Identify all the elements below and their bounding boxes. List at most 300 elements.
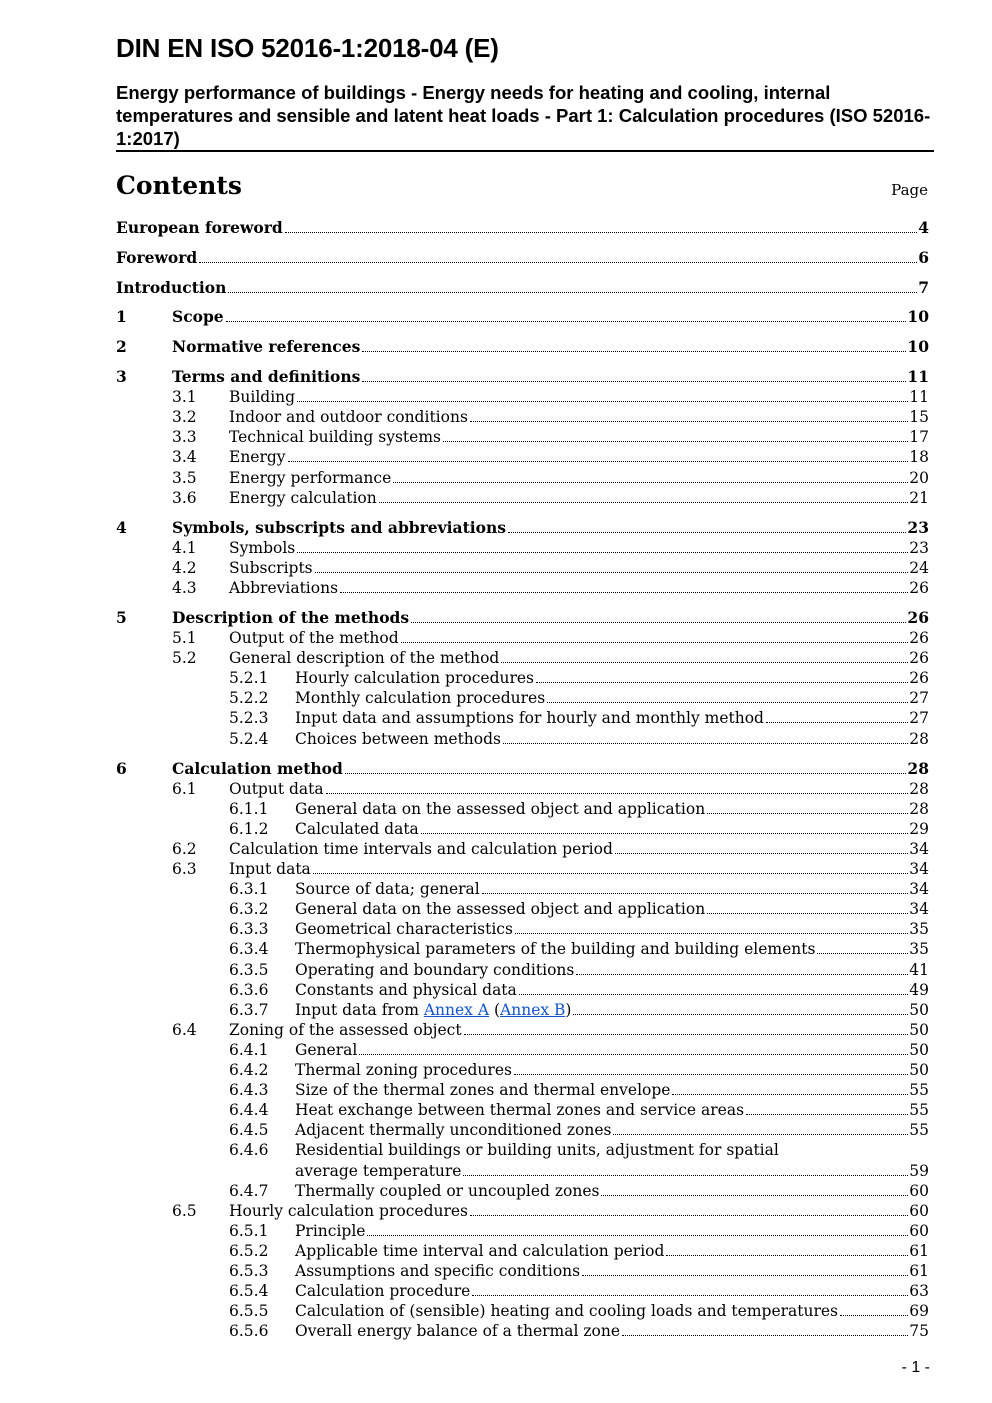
toc-entry-line xyxy=(229,628,929,648)
dot-leader xyxy=(393,482,908,483)
toc-entry-title: Input data and assumptions for hourly and monthly method xyxy=(295,709,764,727)
toc-entry-line xyxy=(295,1100,929,1120)
toc-entry-title: General data on the assessed object and application xyxy=(295,900,706,918)
toc-entry-number: 6 xyxy=(116,759,127,778)
toc-entry-title: Symbols xyxy=(229,539,296,557)
toc-entry[interactable] xyxy=(116,1100,929,1120)
standard-id: DIN EN ISO 52016-1:2018-04 (E) xyxy=(116,33,499,63)
toc-entry-title: Residential buildings or building units, adjustment for spatial xyxy=(295,1141,779,1159)
toc-entry-line xyxy=(295,1241,929,1261)
toc-entry-line xyxy=(295,799,929,819)
toc-entry-number: 6.3.3 xyxy=(229,920,269,938)
toc-title-text: ( xyxy=(489,1001,501,1019)
dot-leader xyxy=(228,292,917,293)
toc-entry[interactable] xyxy=(116,759,929,779)
dot-leader xyxy=(472,1295,908,1296)
toc-entry-number: 6.1.1 xyxy=(229,800,269,818)
dot-leader xyxy=(411,622,906,623)
toc-entry-line xyxy=(229,1020,929,1040)
dot-leader xyxy=(622,1335,908,1336)
toc-entry-number: 6.3.4 xyxy=(229,940,269,958)
toc-entry[interactable] xyxy=(116,1221,929,1241)
toc-entry-line xyxy=(295,819,929,839)
toc-entry-number: 3 xyxy=(116,367,127,386)
toc-entry-page: 6 xyxy=(918,248,929,267)
toc-entry-title: Heat exchange between thermal zones and service areas xyxy=(295,1101,745,1119)
toc-entry-line xyxy=(229,558,929,578)
dot-leader xyxy=(573,1014,908,1015)
dot-leader xyxy=(379,502,909,503)
toc-entry-line xyxy=(295,1301,929,1321)
toc-entry-title: Constants and physical data xyxy=(295,981,517,999)
dot-leader xyxy=(576,974,908,975)
toc-title-text: Input data from xyxy=(295,1001,424,1019)
toc-entry-title: Choices between methods xyxy=(295,730,502,748)
toc-entry-title: General data on the assessed object and application xyxy=(295,800,706,818)
toc-entry-line xyxy=(116,278,929,298)
toc-entry-page: 34 xyxy=(909,900,929,918)
dot-leader xyxy=(297,552,908,553)
toc-entry[interactable] xyxy=(116,1080,929,1100)
toc-entry-title: Applicable time interval and calculation period xyxy=(295,1242,665,1260)
toc-entry-page: 60 xyxy=(909,1182,929,1200)
toc-entry-line xyxy=(295,1140,929,1160)
toc-entry-line xyxy=(295,1181,929,1201)
toc-entry-line xyxy=(229,468,929,488)
toc-entry-line xyxy=(229,859,929,879)
toc-entry-title: Thermal zoning procedures xyxy=(295,1061,512,1079)
dot-leader xyxy=(514,1074,908,1075)
toc-entry-number: 6.3.2 xyxy=(229,900,269,918)
toc-entry-page: 75 xyxy=(909,1322,929,1340)
toc-entry-page: 50 xyxy=(909,1061,929,1079)
toc-entry-page: 10 xyxy=(907,337,929,356)
toc-entry-number: 5.2.2 xyxy=(229,689,269,707)
dot-leader xyxy=(340,592,908,593)
dot-leader xyxy=(315,572,909,573)
dot-leader xyxy=(421,833,908,834)
toc-entry[interactable] xyxy=(116,367,929,387)
toc-entry[interactable] xyxy=(116,1261,929,1281)
toc-entry[interactable] xyxy=(116,307,929,327)
toc-entry[interactable] xyxy=(116,1241,929,1261)
toc-entry-number: 6.4.3 xyxy=(229,1081,269,1099)
toc-entry-line xyxy=(295,899,929,919)
toc-entry-page: 4 xyxy=(918,218,929,237)
dot-leader xyxy=(601,1195,908,1196)
toc-entry-page: 63 xyxy=(909,1282,929,1300)
dot-leader xyxy=(766,722,908,723)
toc-entry-number: 6.3.7 xyxy=(229,1001,269,1019)
toc-entry[interactable] xyxy=(116,648,929,668)
toc-entry-line xyxy=(229,648,929,668)
toc-entry-number: 6.3 xyxy=(172,860,197,878)
toc-entry[interactable] xyxy=(116,1000,929,1020)
toc-entry[interactable] xyxy=(116,1060,929,1080)
toc-entry[interactable] xyxy=(116,218,929,238)
toc-entry-line xyxy=(229,839,929,859)
toc-entry-title: Calculated data xyxy=(295,820,419,838)
toc-entry-line xyxy=(229,538,929,558)
toc-entry-page: 61 xyxy=(909,1242,929,1260)
toc-entry-page: 27 xyxy=(909,709,929,727)
contents-heading: Contents xyxy=(116,171,243,200)
toc-entry[interactable] xyxy=(116,839,929,859)
toc-entry-title: Indoor and outdoor conditions xyxy=(229,408,468,426)
toc-entry-line xyxy=(229,427,929,447)
toc-entry-page: 34 xyxy=(909,880,929,898)
toc-entry[interactable] xyxy=(116,518,929,538)
dot-leader xyxy=(666,1255,908,1256)
toc-entry-line xyxy=(295,1321,929,1341)
toc-entry-page: 26 xyxy=(909,579,929,597)
page-column-label: Page xyxy=(891,181,928,199)
toc-entry[interactable] xyxy=(116,447,929,467)
toc-entry-number: 6.4.5 xyxy=(229,1121,269,1139)
toc-entry-line xyxy=(295,729,929,749)
toc-entry-title: Introduction xyxy=(116,278,227,297)
toc-entry[interactable] xyxy=(116,1301,929,1321)
toc-entry-number: 4 xyxy=(116,518,127,537)
toc-entry-page: 29 xyxy=(909,820,929,838)
toc-entry-line xyxy=(116,218,929,238)
dot-leader xyxy=(672,1094,908,1095)
toc-entry-number: 5.1 xyxy=(172,629,197,647)
toc-entry-page: 61 xyxy=(909,1262,929,1280)
toc-entry-line xyxy=(172,518,929,538)
toc-entry[interactable] xyxy=(116,799,929,819)
toc-entry[interactable] xyxy=(116,688,929,708)
toc-entry-page: 17 xyxy=(909,428,929,446)
toc-entry-line xyxy=(295,919,929,939)
toc-entry-page: 59 xyxy=(909,1162,929,1180)
toc-entry-line xyxy=(295,668,929,688)
toc-entry-title: Energy performance xyxy=(229,469,392,487)
toc-entry-line xyxy=(116,248,929,268)
toc-entry-number: 6.3.5 xyxy=(229,961,269,979)
toc-entry-title: Thermophysical parameters of the building and building elements xyxy=(295,940,816,958)
toc-entry-line xyxy=(172,608,929,628)
toc-entry[interactable] xyxy=(116,819,929,839)
toc-entry[interactable] xyxy=(116,859,929,879)
toc-entry[interactable] xyxy=(116,729,929,749)
toc-entry-number: 6.1 xyxy=(172,780,197,798)
toc-entry[interactable] xyxy=(116,899,929,919)
toc-entry-number: 3.5 xyxy=(172,469,197,487)
dot-leader xyxy=(840,1315,908,1316)
toc-entry-page: 50 xyxy=(909,1041,929,1059)
dot-leader xyxy=(464,1034,909,1035)
dot-leader xyxy=(482,893,909,894)
toc-entry[interactable] xyxy=(116,578,929,598)
page-number: - 1 - xyxy=(901,1359,930,1376)
toc-entry-page: 50 xyxy=(909,1021,929,1039)
dot-leader xyxy=(359,1054,908,1055)
toc-entry[interactable] xyxy=(116,1140,929,1160)
toc-entry-line xyxy=(172,367,929,387)
toc-entry[interactable] xyxy=(116,939,929,959)
toc-entry-number: 6.5.6 xyxy=(229,1322,269,1340)
toc-entry-line xyxy=(295,980,929,1000)
toc-entry-page: 7 xyxy=(918,278,929,297)
toc-entry-title: Building xyxy=(229,388,296,406)
dot-leader xyxy=(613,1134,908,1135)
toc-entry-title: Adjacent thermally unconditioned zones xyxy=(295,1121,612,1139)
dot-leader xyxy=(401,642,909,643)
toc-entry-line xyxy=(295,688,929,708)
toc-entry-line xyxy=(229,488,929,508)
toc-entry-number: 6.4.7 xyxy=(229,1182,269,1200)
toc-entry-title: Description of the methods xyxy=(172,608,410,627)
dot-leader xyxy=(519,994,908,995)
toc-entry-page: 24 xyxy=(909,559,929,577)
toc-entry-page: 60 xyxy=(909,1222,929,1240)
dot-leader xyxy=(515,933,908,934)
toc-entry-page: 10 xyxy=(907,307,929,326)
toc-entry-title: Calculation of (sensible) heating and cooling loads and temperatures xyxy=(295,1302,839,1320)
toc-entry[interactable] xyxy=(116,1281,929,1301)
toc-entry[interactable] xyxy=(116,779,929,799)
toc-entry-number: 6.5.5 xyxy=(229,1302,269,1320)
toc-entry[interactable] xyxy=(116,1040,929,1060)
toc-title-text: ) xyxy=(565,1001,572,1019)
dot-leader xyxy=(536,682,908,683)
toc-entry-number: 5.2.4 xyxy=(229,730,269,748)
toc-entry[interactable] xyxy=(116,407,929,427)
toc-entry-title: Technical building systems xyxy=(229,428,441,446)
header-divider xyxy=(116,150,934,152)
toc-entry[interactable] xyxy=(116,1181,929,1201)
toc-entry-title: Operating and boundary conditions xyxy=(295,961,575,979)
toc-entry[interactable] xyxy=(116,387,929,407)
toc-entry-page: 69 xyxy=(909,1302,929,1320)
toc-entry-number: 6.4.6 xyxy=(229,1141,269,1159)
toc-entry-page: 15 xyxy=(909,408,929,426)
toc-entry-page: 28 xyxy=(909,730,929,748)
toc-entry-title: Monthly calculation procedures xyxy=(295,689,546,707)
toc-entry-line xyxy=(172,759,929,779)
toc-entry-page: 55 xyxy=(909,1101,929,1119)
toc-entry-line xyxy=(295,1120,929,1140)
toc-entry-line xyxy=(172,307,929,327)
document-title: Energy performance of buildings - Energy needs for heating and cooling, internal temperatures and sensible and latent heat loads - Part 1: Calculation procedures (ISO 52016-1:2017) xyxy=(116,82,931,149)
toc-entry-title: European foreword xyxy=(116,218,283,237)
toc-entry-number: 6.4.1 xyxy=(229,1041,269,1059)
toc-entry-title: Scope xyxy=(172,307,224,326)
toc-entry-title: Terms and definitions xyxy=(172,367,361,386)
toc-entry-title: Symbols, subscripts and abbreviations xyxy=(172,518,506,537)
toc-entry-line xyxy=(295,939,929,959)
toc-entry-line xyxy=(295,1281,929,1301)
toc-entry-title: Calculation time intervals and calculation period xyxy=(229,840,613,858)
toc-entry-number: 4.2 xyxy=(172,559,197,577)
toc-entry-title: Overall energy balance of a thermal zone xyxy=(295,1322,621,1340)
toc-entry-line xyxy=(229,1201,929,1221)
toc-entry-page: 26 xyxy=(907,608,929,627)
toc-entry-number: 5.2 xyxy=(172,649,197,667)
toc-entry-number: 3.4 xyxy=(172,448,197,466)
toc-entry-line xyxy=(295,1060,929,1080)
toc-entry-line xyxy=(295,1040,929,1060)
dot-leader xyxy=(285,232,917,233)
dot-leader xyxy=(226,321,907,322)
toc-entry-page: 41 xyxy=(909,961,929,979)
toc-entry-title: Output of the method xyxy=(229,629,399,647)
dot-leader xyxy=(362,381,906,382)
toc-entry-title: Hourly calculation procedures xyxy=(229,1202,469,1220)
toc-entry-number: 3.1 xyxy=(172,388,197,406)
toc-entry-number: 6.1.2 xyxy=(229,820,269,838)
toc-entry[interactable] xyxy=(116,608,929,628)
dot-leader xyxy=(707,913,908,914)
toc-entry-number: 1 xyxy=(116,307,127,326)
toc-entry-title: General description of the method xyxy=(229,649,500,667)
dot-leader xyxy=(615,853,908,854)
toc-entry-page: 23 xyxy=(909,539,929,557)
toc-entry[interactable] xyxy=(116,248,929,268)
toc-entry-page: 28 xyxy=(909,780,929,798)
toc-entry[interactable] xyxy=(116,879,929,899)
toc-entry-number: 3.3 xyxy=(172,428,197,446)
toc-entry-page: 11 xyxy=(909,388,929,406)
annex-a-link[interactable]: Annex A xyxy=(423,1001,490,1019)
toc-entry[interactable] xyxy=(116,919,929,939)
toc-entry-line xyxy=(172,337,929,357)
toc-entry-title: Size of the thermal zones and thermal envelope xyxy=(295,1081,671,1099)
dot-leader xyxy=(501,662,908,663)
toc-entry-line xyxy=(295,879,929,899)
toc-entry-line xyxy=(229,578,929,598)
toc-entry-page: 27 xyxy=(909,689,929,707)
toc-entry[interactable] xyxy=(116,628,929,648)
toc-entry-number: 3.2 xyxy=(172,408,197,426)
dot-leader xyxy=(582,1275,908,1276)
toc-entry[interactable] xyxy=(116,488,929,508)
toc-entry[interactable] xyxy=(116,1201,929,1221)
toc-entry-page: 28 xyxy=(907,759,929,778)
toc-entry-title: Energy calculation xyxy=(229,489,377,507)
toc-entry-line xyxy=(229,407,929,427)
toc-entry-line xyxy=(295,708,929,728)
toc-entry[interactable] xyxy=(116,468,929,488)
toc-entry-line xyxy=(295,1080,929,1100)
toc-entry-title xyxy=(295,1000,573,1020)
toc-entry-page: 26 xyxy=(909,649,929,667)
toc-entry-number: 6.5.2 xyxy=(229,1242,269,1260)
toc-entry[interactable] xyxy=(116,980,929,1000)
toc-entry-page: 26 xyxy=(909,669,929,687)
toc-entry-line xyxy=(295,960,929,980)
toc-entry-number: 2 xyxy=(116,337,127,356)
toc-entry-page: 21 xyxy=(909,489,929,507)
toc-entry-line xyxy=(295,1000,929,1020)
toc-entry[interactable] xyxy=(116,278,929,298)
toc-entry[interactable] xyxy=(116,427,929,447)
toc-entry-number: 6.4 xyxy=(172,1021,197,1039)
toc-entry-title: Foreword xyxy=(116,248,198,267)
toc-entry-title: Output data xyxy=(229,780,324,798)
toc-entry-page: 50 xyxy=(909,1001,929,1019)
toc-entry-number: 4.1 xyxy=(172,539,197,557)
toc-entry-line xyxy=(229,779,929,799)
toc-entry-page: 20 xyxy=(909,469,929,487)
toc-entry-title: Calculation procedure xyxy=(295,1282,471,1300)
toc-entry-number: 3.6 xyxy=(172,489,197,507)
toc-entry-title-continued: average temperature xyxy=(295,1162,462,1180)
toc-entry-page: 49 xyxy=(909,981,929,999)
toc-entry[interactable] xyxy=(116,1120,929,1140)
toc-entry[interactable] xyxy=(116,1020,929,1040)
toc-entry-title: Source of data; general xyxy=(295,880,480,898)
toc-entry[interactable] xyxy=(116,337,929,357)
annex-b-link[interactable]: Annex B xyxy=(500,1001,566,1019)
toc-entry-number: 5.2.1 xyxy=(229,669,269,687)
toc-entry-title: Abbreviations xyxy=(229,579,339,597)
toc-entry-title: Thermally coupled or uncoupled zones xyxy=(295,1182,600,1200)
toc-entry-title: Energy xyxy=(229,448,286,466)
dot-leader xyxy=(288,461,909,462)
toc-entry-line xyxy=(229,387,929,407)
dot-leader xyxy=(508,532,906,533)
toc-entry-number: 6.5 xyxy=(172,1202,197,1220)
toc-entry-page: 26 xyxy=(909,629,929,647)
toc-entry[interactable] xyxy=(116,708,929,728)
toc-entry-continuation[interactable] xyxy=(116,1161,929,1181)
toc-entry[interactable] xyxy=(116,558,929,578)
toc-entry[interactable] xyxy=(116,960,929,980)
toc-entry-title: Principle xyxy=(295,1222,366,1240)
toc-entry-page: 11 xyxy=(907,367,929,386)
toc-entry-title: Assumptions and specific conditions xyxy=(295,1262,581,1280)
dot-leader xyxy=(367,1235,908,1236)
dot-leader xyxy=(470,1215,908,1216)
dot-leader xyxy=(345,773,907,774)
toc-entry-title: Calculation method xyxy=(172,759,343,778)
toc-entry-number: 6.5.3 xyxy=(229,1262,269,1280)
toc-entry-page: 55 xyxy=(909,1121,929,1139)
toc-entry-page: 28 xyxy=(909,800,929,818)
dot-leader xyxy=(817,953,908,954)
toc-entry-number: 6.2 xyxy=(172,840,197,858)
dot-leader xyxy=(313,873,908,874)
toc-entry-number: 6.4.4 xyxy=(229,1101,269,1119)
toc-entry-title: Hourly calculation procedures xyxy=(295,669,535,687)
toc-entry-line xyxy=(295,1161,929,1181)
toc-entry-page: 55 xyxy=(909,1081,929,1099)
toc-entry-number: 4.3 xyxy=(172,579,197,597)
toc-entry-number: 6.5.1 xyxy=(229,1222,269,1240)
toc-entry-page: 34 xyxy=(909,840,929,858)
toc-entry-title: Geometrical characteristics xyxy=(295,920,513,938)
toc-entry-number: 6.3.6 xyxy=(229,981,269,999)
toc-entry-title: Normative references xyxy=(172,337,361,356)
dot-leader xyxy=(362,351,906,352)
toc-entry-line xyxy=(295,1221,929,1241)
toc-entry-page: 18 xyxy=(909,448,929,466)
dot-leader xyxy=(707,813,908,814)
toc-entry-number: 5 xyxy=(116,608,127,627)
toc-entry-number: 6.4.2 xyxy=(229,1061,269,1079)
toc-entry-page: 60 xyxy=(909,1202,929,1220)
toc-entry-number: 5.2.3 xyxy=(229,709,269,727)
toc-entry-title: Input data xyxy=(229,860,311,878)
toc-entry[interactable] xyxy=(116,1321,929,1341)
dot-leader xyxy=(443,441,908,442)
toc-entry-page: 35 xyxy=(909,920,929,938)
toc-entry[interactable] xyxy=(116,668,929,688)
toc-entry[interactable] xyxy=(116,538,929,558)
dot-leader xyxy=(746,1114,908,1115)
